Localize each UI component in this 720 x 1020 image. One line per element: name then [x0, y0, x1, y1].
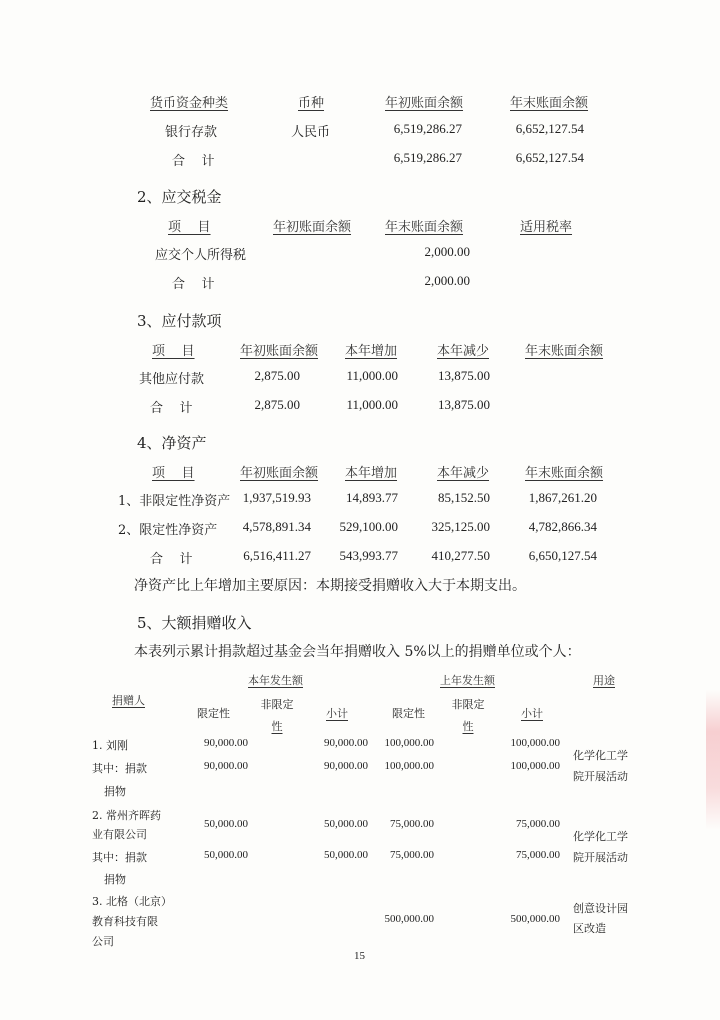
- donation-use: 化学化工学: [573, 749, 628, 762]
- increase: 543,993.77: [339, 548, 398, 563]
- currency: 人民币: [291, 125, 331, 140]
- donor-subrow: 其中：捐款: [92, 851, 147, 864]
- increase: 11,000.00: [346, 397, 398, 412]
- decrease: 325,125.00: [431, 519, 490, 534]
- current-restricted: 50,000.00: [204, 849, 248, 861]
- current-subtotal: 90,000.00: [324, 760, 368, 772]
- seal-stamp-edge: [706, 690, 720, 830]
- previous-restricted: 500,000.00: [384, 913, 434, 925]
- end-balance: 6,652,127.54: [515, 121, 584, 136]
- end-balance: 4,782,866.34: [528, 519, 597, 534]
- col-header-donor: 捐赠人: [112, 694, 145, 707]
- donation-use: 院开展活动: [573, 770, 628, 783]
- donation-use: 区改造: [573, 922, 606, 935]
- row-label: 1、非限定性净资产: [118, 494, 231, 509]
- section-title: 5、大额捐赠收入: [137, 614, 252, 632]
- begin-balance: 4,578,891.34: [242, 519, 311, 534]
- section-title: 4、净资产: [137, 434, 207, 452]
- col-header: 本年增加: [345, 466, 398, 481]
- col-header-previous-year: 上年发生额: [440, 674, 495, 687]
- donation-use: 院开展活动: [573, 851, 628, 864]
- col-header: 适用税率: [520, 220, 573, 235]
- col-header-unrestricted: 非限定 性: [260, 698, 294, 733]
- net-assets-note: 净资产比上年增加主要原因：本期接受捐赠收入大于本期支出。: [134, 578, 526, 594]
- current-restricted: 90,000.00: [204, 737, 248, 749]
- donation-use: 创意设计园: [573, 902, 628, 915]
- row-label: 合 计: [150, 401, 193, 416]
- col-header: 本年减少: [437, 344, 490, 359]
- current-subtotal: 50,000.00: [324, 849, 368, 861]
- donor-name: 公司: [92, 935, 114, 948]
- col-header: 年初账面余额: [240, 466, 319, 481]
- col-header: 年初账面余额: [240, 344, 319, 359]
- col-header: 年初账面余额: [385, 96, 464, 111]
- row-label: 合 计: [150, 552, 193, 567]
- decrease: 85,152.50: [438, 490, 490, 505]
- donor-subrow: 捐物: [104, 785, 126, 798]
- previous-restricted: 100,000.00: [384, 760, 434, 772]
- previous-subtotal: 75,000.00: [516, 849, 560, 861]
- begin-balance: 2,875.00: [254, 368, 300, 383]
- page-number: 15: [354, 950, 365, 962]
- begin-balance: 6,519,286.27: [393, 121, 462, 136]
- col-header: 年末账面余额: [510, 96, 589, 111]
- decrease: 13,875.00: [438, 368, 490, 383]
- col-header: 本年增加: [345, 344, 398, 359]
- previous-subtotal: 75,000.00: [516, 818, 560, 830]
- row-label: 其他应付款: [139, 372, 205, 387]
- col-header: 年末账面余额: [525, 466, 604, 481]
- end-balance: 2,000.00: [424, 244, 470, 259]
- donor-name: 教育科技有限: [92, 915, 158, 928]
- donor-subrow: 其中：捐款: [92, 762, 147, 775]
- previous-subtotal: 100,000.00: [510, 737, 560, 749]
- decrease: 13,875.00: [438, 397, 490, 412]
- col-header-restricted: 限定性: [392, 707, 425, 720]
- donor-name: 3. 北格（北京）: [92, 895, 172, 908]
- col-header-subtotal: 小计: [326, 707, 348, 720]
- section-title: 2、应交税金: [137, 188, 222, 206]
- col-header: 项 目: [168, 220, 211, 235]
- previous-subtotal: 100,000.00: [510, 760, 560, 772]
- begin-balance: 1,937,519.93: [242, 490, 311, 505]
- col-header: 项 目: [152, 466, 195, 481]
- col-header: 货币资金种类: [150, 96, 229, 111]
- increase: 11,000.00: [346, 368, 398, 383]
- col-header: 年末账面余额: [385, 220, 464, 235]
- decrease: 410,277.50: [431, 548, 490, 563]
- end-balance: 2,000.00: [424, 273, 470, 288]
- previous-restricted: 75,000.00: [390, 818, 434, 830]
- row-label: 银行存款: [165, 125, 218, 140]
- row-label: 2、限定性净资产: [118, 523, 218, 538]
- current-subtotal: 90,000.00: [324, 737, 368, 749]
- donor-subrow: 捐物: [104, 873, 126, 886]
- end-balance: 6,650,127.54: [528, 548, 597, 563]
- donations-intro: 本表列示累计捐款超过基金会当年捐赠收入 5%以上的捐赠单位或个人：: [134, 644, 581, 660]
- donation-use: 化学化工学: [573, 830, 628, 843]
- row-label: 应交个人所得税: [155, 248, 247, 263]
- col-header: 币种: [298, 96, 325, 111]
- current-restricted: 90,000.00: [204, 760, 248, 772]
- section-title: 3、应付款项: [137, 312, 222, 330]
- begin-balance: 2,875.00: [254, 397, 300, 412]
- previous-subtotal: 500,000.00: [510, 913, 560, 925]
- col-header-subtotal: 小计: [521, 707, 543, 720]
- donor-name: 2. 常州齐晖药: [92, 809, 161, 822]
- previous-restricted: 100,000.00: [384, 737, 434, 749]
- end-balance: 6,652,127.54: [515, 150, 584, 165]
- current-subtotal: 50,000.00: [324, 818, 368, 830]
- row-label: 合 计: [172, 154, 215, 169]
- begin-balance: 6,519,286.27: [393, 150, 462, 165]
- increase: 14,893.77: [346, 490, 398, 505]
- col-header-use: 用途: [593, 674, 615, 687]
- increase: 529,100.00: [339, 519, 398, 534]
- current-restricted: 50,000.00: [204, 818, 248, 830]
- donor-name: 业有限公司: [92, 828, 147, 841]
- begin-balance: 6,516,411.27: [243, 548, 311, 563]
- col-header: 项 目: [152, 344, 195, 359]
- col-header: 本年减少: [437, 466, 490, 481]
- col-header-current-year: 本年发生额: [248, 674, 303, 687]
- col-header: 年末账面余额: [525, 344, 604, 359]
- donor-name: 1. 刘刚: [92, 739, 128, 752]
- row-label: 合 计: [172, 277, 215, 292]
- previous-restricted: 75,000.00: [390, 849, 434, 861]
- end-balance: 1,867,261.20: [528, 490, 597, 505]
- col-header-unrestricted: 非限定 性: [451, 698, 485, 733]
- col-header: 年初账面余额: [273, 220, 352, 235]
- col-header-restricted: 限定性: [197, 707, 230, 720]
